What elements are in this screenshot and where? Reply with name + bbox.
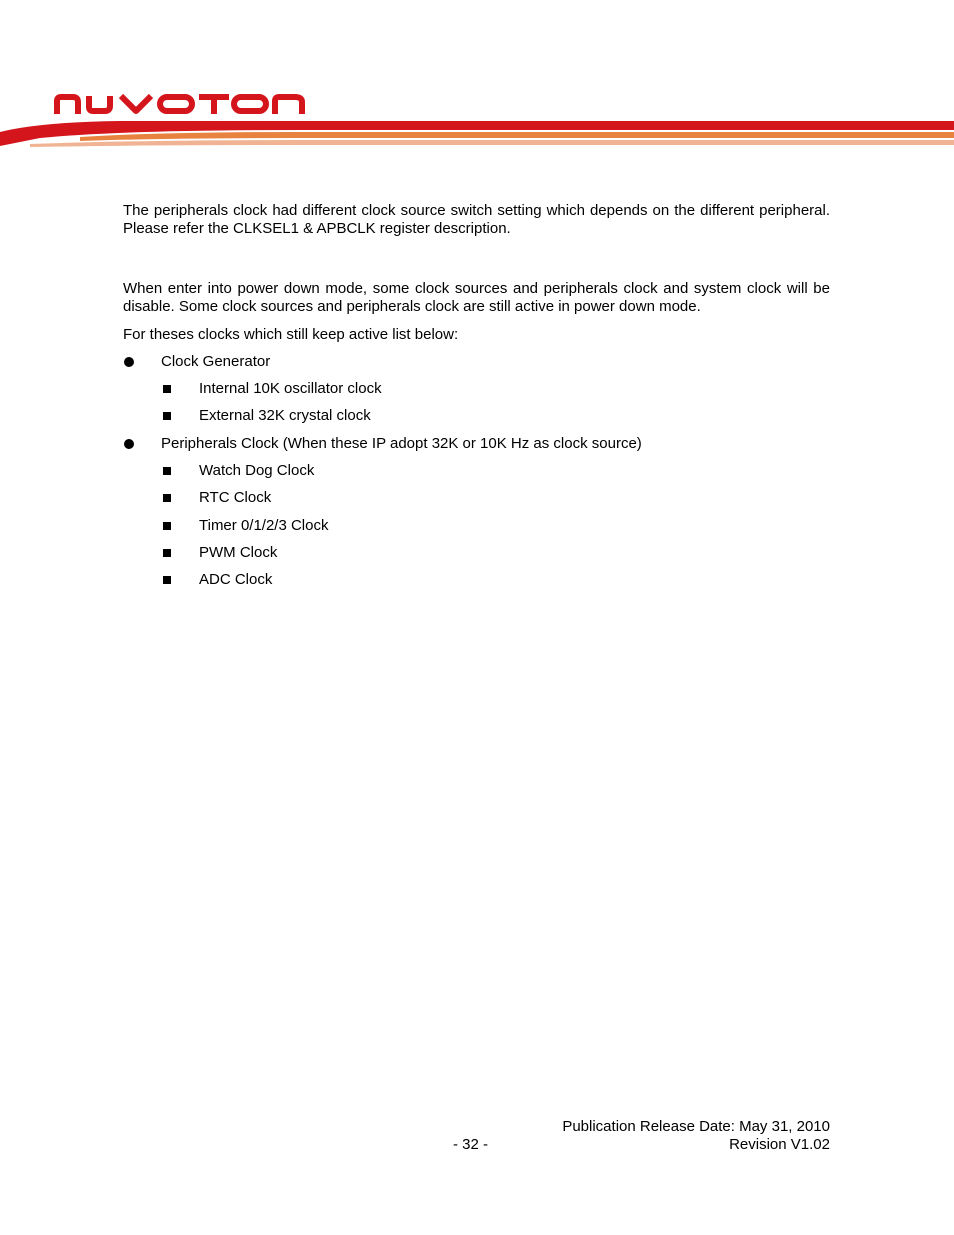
bullet-square-icon: [163, 385, 171, 393]
sub-list-item: [199, 489, 271, 507]
bullet-square-icon: [163, 494, 171, 502]
list-item-label: Peripherals Clock (When these IP adopt 32K or 10K Hz as clock source): [161, 435, 642, 452]
sub-list-item: [199, 517, 329, 535]
paragraph-power-down: When enter into power down mode, some clock sources and peripherals clock and system clock will be disable. Some clock sources and peripherals clock are still active in power down mode.: [123, 280, 830, 315]
sub-list-item: [199, 544, 277, 562]
bullet-dot-icon: [124, 357, 134, 367]
list-item-label: Clock Generator: [161, 353, 271, 370]
bullet-square-icon: [163, 522, 171, 530]
sub-list-item: [199, 571, 272, 589]
list-item-peripherals-clock: [161, 435, 642, 453]
sub-list-item: [199, 407, 371, 425]
sub-list-item-label: PWM Clock: [199, 544, 278, 561]
bullet-square-icon: [163, 549, 171, 557]
revision: Revision V1.02: [729, 1136, 830, 1153]
sub-list-item-label: Timer 0/1/2/3 Clock: [199, 517, 329, 534]
page-number: - 32 -: [453, 1136, 489, 1153]
sub-list-item-label: RTC Clock: [199, 489, 272, 506]
sub-list-item-label: Internal 10K oscillator clock: [199, 380, 382, 397]
paragraph-peripheral-clock: The peripherals clock had different clock source switch setting which depends on the different peripheral. Please refer the CLKSEL1 & APBCLK register description.: [123, 202, 830, 237]
publication-release-date: Publication Release Date: May 31, 2010: [562, 1118, 830, 1135]
paragraph-active-list-intro: For theses clocks which still keep active list below:: [123, 326, 459, 343]
header-banner: [0, 118, 954, 152]
sub-list-item-label: External 32K crystal clock: [199, 407, 371, 424]
bullet-square-icon: [163, 467, 171, 475]
sub-list-item-label: ADC Clock: [199, 571, 273, 588]
sub-list-item-label: Watch Dog Clock: [199, 462, 315, 479]
sub-list-item: [199, 380, 382, 398]
bullet-square-icon: [163, 576, 171, 584]
nuvoton-logo: [52, 92, 308, 116]
sub-list-item: [199, 462, 314, 480]
bullet-square-icon: [163, 412, 171, 420]
bullet-dot-icon: [124, 439, 134, 449]
list-item-clock-generator: [161, 353, 270, 371]
